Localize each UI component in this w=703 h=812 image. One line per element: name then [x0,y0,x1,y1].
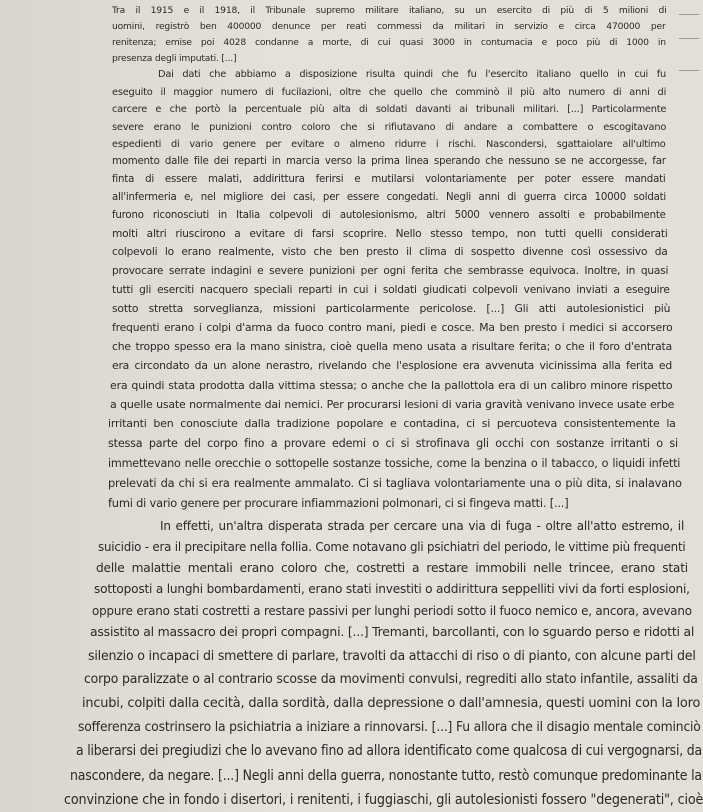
text-line: stessa parte del corpo fino a provare edemi o ci si strofinava gli occhi con sostanze irritanti o si [108,437,678,450]
text-line: silenzio o incapaci di smettere di parlare, travolti da attacchi di riso o di pianto, con alcune parti del [88,649,696,664]
text-line: irritanti ben conosciute dalla tradizione popolare e contadina, ci si percuoteva consistentemente la [108,417,676,430]
text-line: a liberarsi dei pregiudizi che lo avevano fino ad allora identificato come qualcosa di cui vergognarsi, da [76,743,702,759]
text-line: a quelle usate normalmente dai nemici. Per procurarsi lesioni di varia gravità venivano invece usate erbe [110,398,675,411]
text-line: immettevano nelle orecchie o sottopelle sostanze tossiche, come la benzina o il tabacco, o liquidi infetti [108,457,681,470]
margin-mark [679,14,699,15]
text-line: molti altri riuscirono a evitare di farsi scoprire. Nello stesso tempo, non tutti quelli considerati [112,228,668,240]
text-line: all'infermeria e, nel migliore dei casi, per essere congedati. Negli anni di guerra circa 10000 soldati [112,192,667,203]
text-line: espedienti di vario genere per evitare o almeno ridurre i rischi. Nascondersi, sgattaiolare all'ultimo [112,139,666,150]
text-line: severe erano le punizioni contro coloro che si rifiutavano di andare a combattere o escogitavano [112,122,667,133]
margin-mark [679,38,699,39]
text-line: In effetti, un'altra disperata strada per cercare una via di fuga - oltre all'atto estremo, il [160,519,685,533]
text-line: presenza degli imputati. [...] [112,53,237,64]
text-line: renitenza; emise poi 4028 condanne a morte, di cui quasi 3000 in contumacia e poco più di 1000 in [112,37,666,48]
text-line: uomini, registrò ben 400000 denunce per reati commessi da militari in servizio e circa 470000 per [112,21,666,32]
text-line: carcere e che portò la percentuale più alta di soldati davanti ai tribunali militari. [...] Particolarmente [112,104,667,115]
text-line: furono riconosciuti in Italia colpevoli di autolesionismo, altri 5000 vennero assolti e probabilmente [112,210,666,221]
text-line: Dai dati che abbiamo a disposizione risulta quindi che fu l'esercito italiano quello in cui fu [158,69,667,80]
text-line: colpevoli lo erano realmente, visto che ben presto il clima di sospetto divenne così ossessivo da [112,246,668,258]
text-line: convinzione che in fondo i disertori, i renitenti, i fuggiaschi, gli autolesionisti fossero "degenerati", cioè [64,792,703,808]
text-line: eseguito il maggior numero di fucilazioni, oltre che quello che comminò il più alto numero di anni di [112,87,667,98]
text-line: incubi, colpiti dalla cecità, dalla sordità, dalla depressione o dall'amnesia, questi uomini con la loro [82,696,701,711]
text-line: suicidio - era il precipitare nella follia. Come notavano gli psichiatri del periodo, le vittime più frequenti [98,540,686,554]
text-line: Tra il 1915 e il 1918, il Tribunale supremo militare italiano, su un esercito di più di 5 milioni di [112,5,667,16]
text-line: sotto stretta sorveglianza, missioni particolarmente pericolose. [...] Gli atti autolesionistici più [112,302,671,315]
text-line: era quindi stata prodotta dalla vittima stessa; o anche che la pallottola era di un calibro minore rispetto [110,379,673,392]
text-line: assistito al massacro dei propri compagni. [...] Tremanti, barcollanti, con lo sguardo perso e ridotti al [90,625,695,640]
text-line: nascondere, da negare. [...] Negli anni della guerra, nonostante tutto, restò comunque predominante la [70,768,702,784]
text-line: prelevati da chi si era realmente ammalato. Ci si tagliava volontariamente una o più dita, si inalavano [108,476,682,490]
text-line: fumi di vario genere per procurare infiammazioni polmonari, ci si fingeva matti. [...] [108,496,569,510]
text-line: momento dalle file dei reparti in marcia verso la prima linea sperando che nessuno se ne accorgesse, far [112,156,666,167]
text-line: sofferenza costrinsero la psichiatria a iniziare a rinnovarsi. [...] Fu allora che il disagio mentale cominciò [78,719,701,735]
text-line: finta di essere malati, addirittura ferirsi e mutilarsi volontariamente per poter essere mandati [112,174,666,185]
text-line: che troppo spesso era la mano sinistra, cioè quella meno usata a risultare ferita; o che il foro d'entrata [112,340,672,353]
text-line: frequenti erano i colpi d'arma da fuoco contro mani, piedi e cosce. Ma ben presto i medici si accorsero [112,321,673,334]
text-line: era circondato da un alone nerastro, rivelando che l'esplosione era avvenuta vicinissima alla ferita ed [112,359,672,372]
text-line: sottoposti a lunghi bombardamenti, erano stati investiti o addirittura seppelliti vivi da forti esplosioni, [94,581,690,596]
text-line: delle malattie mentali erano coloro che, costretti a restare immobili nelle trincee, erano stati [96,561,688,575]
margin-mark [679,70,699,71]
text-line: corpo paralizzate o al contrario scosse da movimenti convulsi, regrediti allo stato infantile, assaliti da [84,672,698,687]
text-line: provocare serrate indagini e severe punizioni per ogni ferita che sembrasse equivoca. Inoltre, in quasi [112,265,669,277]
text-line: tutti gli eserciti nacquero speciali reparti in cui i soldati giudicati colpevoli venivano inviati a eseguire [112,284,670,296]
text-line: oppure erano stati costretti a restare passivi per lunghi periodi sotto il fuoco nemico e, ancora, avevano [92,603,692,618]
